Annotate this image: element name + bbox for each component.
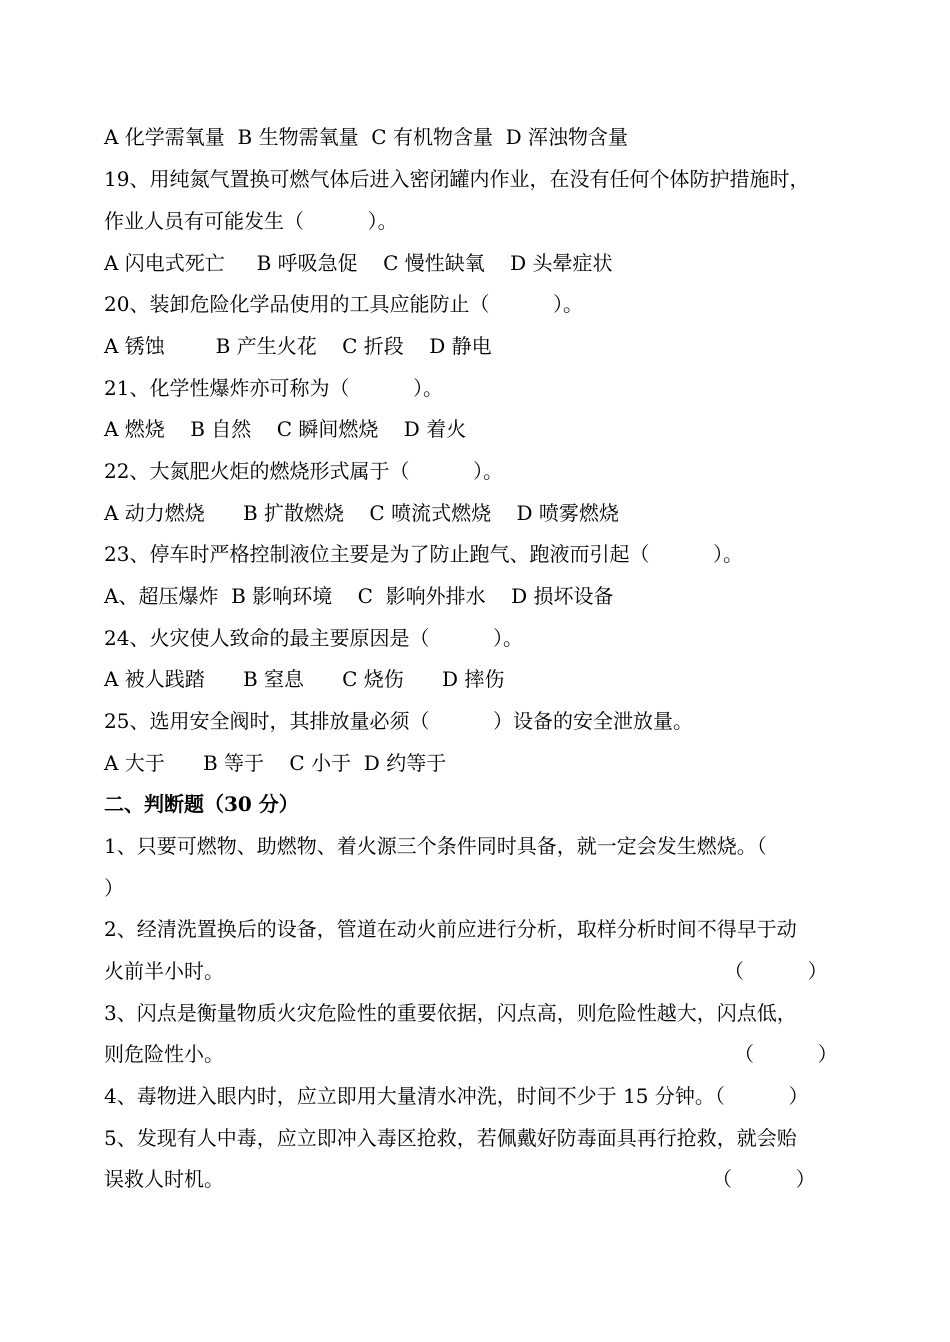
section-heading-true-false: 二、判断题（30 分） — [104, 792, 299, 816]
tf2-answer-blank: （ ） — [724, 959, 828, 983]
q19-options: A 闪电式死亡 B 呼吸急促 C 慢性缺氧 D 头晕症状 — [104, 251, 613, 275]
tf1-text: 1、只要可燃物、助燃物、着火源三个条件同时具备，就一定会发生燃烧。（ — [104, 834, 767, 858]
q22-text: 22、大氮肥火炬的燃烧形式属于（ ）。 — [104, 459, 504, 483]
tf1-text-cont: ） — [104, 876, 124, 900]
tf3-answer-blank: （ ） — [734, 1042, 838, 1066]
q23-options: A、超压爆炸 B 影响环境 C 影响外排水 D 损坏设备 — [104, 584, 614, 608]
q20-options: A 锈蚀 B 产生火花 C 折段 D 静电 — [104, 334, 492, 358]
q25-options: A 大于 B 等于 C 小于 D 约等于 — [104, 751, 447, 775]
q22-options: A 动力燃烧 B 扩散燃烧 C 喷流式燃烧 D 喷雾燃烧 — [104, 501, 619, 525]
q19-text-cont: 作业人员有可能发生（ ）。 — [104, 209, 398, 233]
tf5-text-cont: 误救人时机。 — [104, 1167, 224, 1191]
q24-options: A 被人践踏 B 窒息 C 烧伤 D 摔伤 — [104, 667, 505, 691]
q18-options: A 化学需氧量 B 生物需氧量 C 有机物含量 D 浑浊物含量 — [104, 125, 629, 149]
tf2-text: 2、经清洗置换后的设备，管道在动火前应进行分析，取样分析时间不得早于动 — [104, 917, 797, 941]
tf4-text: 4、毒物进入眼内时，应立即用大量清水冲洗，时间不少于 15 分钟。（ ） — [104, 1084, 809, 1108]
tf5-text: 5、发现有人中毒，应立即冲入毒区抢救，若佩戴好防毒面具再行抢救，就会贻 — [104, 1126, 797, 1150]
q21-text: 21、化学性爆炸亦可称为（ ）。 — [104, 376, 444, 400]
q20-text: 20、装卸危险化学品使用的工具应能防止（ ）。 — [104, 292, 584, 316]
tf3-text-cont: 则危险性小。 — [104, 1042, 224, 1066]
q21-options: A 燃烧 B 自然 C 瞬间燃烧 D 着火 — [104, 417, 467, 441]
q19-text: 19、用纯氮气置换可燃气体后进入密闭罐内作业，在没有任何个体防护措施时， — [104, 167, 810, 191]
tf5-answer-blank: （ ） — [712, 1167, 816, 1191]
q24-text: 24、火灾使人致命的最主要原因是（ ）。 — [104, 626, 524, 650]
q25-text: 25、选用安全阀时，其排放量必须（ ）设备的安全泄放量。 — [104, 709, 694, 733]
tf2-text-cont: 火前半小时。 — [104, 959, 224, 983]
q23-text: 23、停车时严格控制液位主要是为了防止跑气、跑液而引起（ ）。 — [104, 542, 744, 566]
tf3-text: 3、闪点是衡量物质火灾危险性的重要依据，闪点高，则危险性越大，闪点低， — [104, 1001, 797, 1025]
